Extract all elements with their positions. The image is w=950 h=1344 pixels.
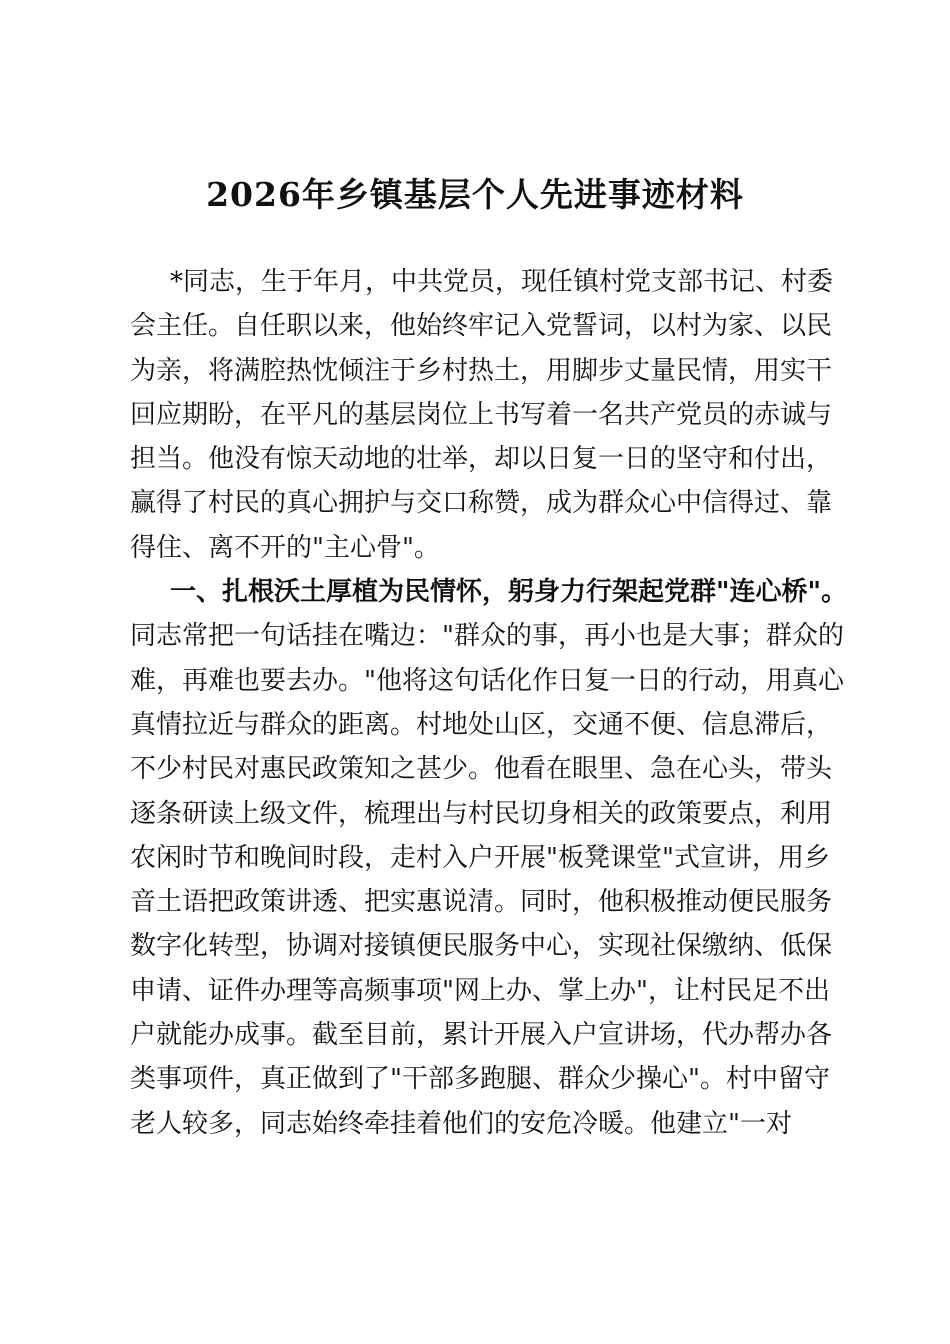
paragraph-line: 难，再难也要去办。"他将这句话化作日复一日的行动，用真心 [130,665,844,696]
document-body [130,260,848,1146]
paragraph-line: 类事项件，真正做到了"干部多跑腿、群众少操心"。村中留守 [130,1064,830,1095]
paragraph-line: 赢得了村民的真心拥护与交口称赞，成为群众心中信得过、靠 [130,488,833,519]
document-title: 2026年乡镇基层个人先进事迹材料 [206,175,744,214]
paragraph-line: 数字化转型，协调对接镇便民服务中心，实现社保缴纳、低保 [130,931,833,962]
paragraph-line: 担当。他没有惊天动地的壮举，却以日复一日的坚守和付出， [130,444,833,475]
paragraph-line: 音土语把政策讲透、把实惠说清。同时，他积极推动便民服务 [130,887,833,918]
paragraph-line: 同志常把一句话挂在嘴边："群众的事，再小也是大事；群众的 [130,621,844,652]
paragraph-line: 不少村民对惠民政策知之甚少。他看在眼里、急在心头，带头 [130,754,833,785]
paragraph-line: 农闲时节和晚间时段，走村入户开展"板凳课堂"式宣讲，用乡 [130,842,830,873]
paragraph-line: 会主任。自任职以来，他始终牢记入党誓词，以村为家、以民 [130,311,833,342]
section-heading-line: 一、扎根沃土厚植为民情怀，躬身力行架起党群"连心桥"。 [170,577,848,608]
paragraph-line: 老人较多，同志始终牵挂着他们的安危冷暖。他建立"一对 [130,1108,792,1139]
paragraph-line: 为亲，将满腔热忱倾注于乡村热土，用脚步丈量民情，用实干 [130,355,833,386]
paragraph-line: 真情拉近与群众的距离。村地处山区，交通不便、信息滞后， [130,709,833,740]
paragraph-line: 得住、离不开的"主心骨"。 [130,532,440,563]
paragraph-line: 户就能办成事。截至目前，累计开展入户宣讲场，代办帮办各 [130,1020,833,1051]
paragraph-line: 申请、证件办理等高频事项"网上办、掌上办"，让村民足不出 [130,975,830,1006]
paragraph-line: *同志，生于年月，中共党员，现任镇村党支部书记、村委 [170,267,834,297]
paragraph-line: 逐条研读上级文件，梳理出与村民切身相关的政策要点，利用 [130,798,833,829]
paragraph-line: 回应期盼，在平凡的基层岗位上书写着一名共产党员的赤诚与 [130,399,833,430]
